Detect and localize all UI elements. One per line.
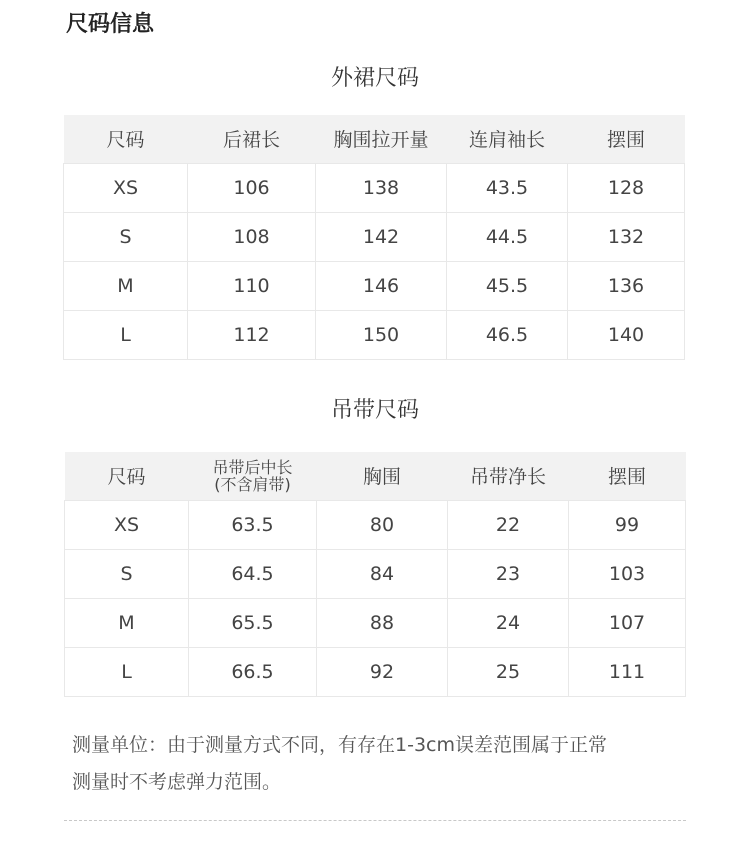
table-cell: 92 bbox=[317, 647, 448, 696]
table-row bbox=[64, 212, 685, 261]
table-cell: 80 bbox=[317, 500, 448, 549]
skirt-header-back-length: 后裙长 bbox=[188, 115, 316, 163]
table-cell: S bbox=[65, 549, 189, 598]
page-title: 尺码信息 bbox=[66, 12, 155, 37]
strap-header-bust: 胸围 bbox=[317, 452, 448, 500]
table-cell: 150 bbox=[316, 310, 447, 359]
skirt-header-hem: 摆围 bbox=[568, 115, 685, 163]
strap-header-back-center-length-note: (不含肩带) bbox=[214, 474, 291, 494]
table-cell: 64.5 bbox=[189, 549, 317, 598]
skirt-header-bust-stretch: 胸围拉开量 bbox=[316, 115, 447, 163]
table-row bbox=[64, 310, 685, 359]
table-cell: 136 bbox=[568, 261, 685, 310]
table-cell: 63.5 bbox=[189, 500, 317, 549]
table-cell: 138 bbox=[316, 163, 447, 212]
measurement-note-line-1: 测量单位：由于测量方式不同，有存在1-3cm误差范围属于正常 bbox=[72, 734, 607, 756]
table-row bbox=[64, 261, 685, 310]
table-cell: M bbox=[64, 261, 188, 310]
table-cell: 84 bbox=[317, 549, 448, 598]
table-cell: 99 bbox=[569, 500, 686, 549]
strap-size-table bbox=[64, 452, 686, 697]
table-cell: 132 bbox=[568, 212, 685, 261]
table-cell: 45.5 bbox=[447, 261, 568, 310]
table-cell: 111 bbox=[569, 647, 686, 696]
skirt-size-table bbox=[63, 115, 685, 360]
table-cell: 88 bbox=[317, 598, 448, 647]
table-cell: 106 bbox=[188, 163, 316, 212]
table-cell: 24 bbox=[448, 598, 569, 647]
table-row bbox=[65, 500, 686, 549]
strap-header-hem: 摆围 bbox=[569, 452, 686, 500]
strap-header-net-length: 吊带净长 bbox=[448, 452, 569, 500]
measurement-note bbox=[72, 727, 682, 801]
table-cell: 112 bbox=[188, 310, 316, 359]
table-cell: 25 bbox=[448, 647, 569, 696]
table-cell: S bbox=[64, 212, 188, 261]
table-cell: L bbox=[65, 647, 189, 696]
strap-header-size: 尺码 bbox=[65, 452, 189, 500]
table-cell: 103 bbox=[569, 549, 686, 598]
table-cell: 107 bbox=[569, 598, 686, 647]
skirt-header-size: 尺码 bbox=[64, 115, 188, 163]
table-cell: 46.5 bbox=[447, 310, 568, 359]
table-cell: 65.5 bbox=[189, 598, 317, 647]
table-cell: 140 bbox=[568, 310, 685, 359]
table-cell: 43.5 bbox=[447, 163, 568, 212]
table-cell: 110 bbox=[188, 261, 316, 310]
table-cell: 66.5 bbox=[189, 647, 317, 696]
table-cell: L bbox=[64, 310, 188, 359]
table-cell: 128 bbox=[568, 163, 685, 212]
table-cell: 142 bbox=[316, 212, 447, 261]
table-row bbox=[64, 163, 685, 212]
table-cell: 23 bbox=[448, 549, 569, 598]
strap-size-title: 吊带尺码 bbox=[330, 398, 419, 423]
table-cell: 108 bbox=[188, 212, 316, 261]
skirt-size-title: 外裙尺码 bbox=[330, 66, 419, 91]
strap-table-header-row bbox=[65, 452, 686, 500]
table-row bbox=[65, 549, 686, 598]
table-row bbox=[65, 647, 686, 696]
skirt-header-sleeve-length: 连肩袖长 bbox=[447, 115, 568, 163]
dotted-divider bbox=[64, 820, 686, 821]
table-row bbox=[65, 598, 686, 647]
table-cell: 44.5 bbox=[447, 212, 568, 261]
table-cell: M bbox=[65, 598, 189, 647]
measurement-note-line-2: 测量时不考虑弹力范围。 bbox=[72, 771, 282, 793]
table-cell: XS bbox=[64, 163, 188, 212]
strap-header-back-center-length-label: 吊带后中长 bbox=[212, 457, 293, 477]
table-cell: 146 bbox=[316, 261, 447, 310]
table-cell: XS bbox=[65, 500, 189, 549]
strap-header-back-center-length bbox=[189, 452, 317, 500]
skirt-table-header-row bbox=[64, 115, 685, 163]
table-cell: 22 bbox=[448, 500, 569, 549]
